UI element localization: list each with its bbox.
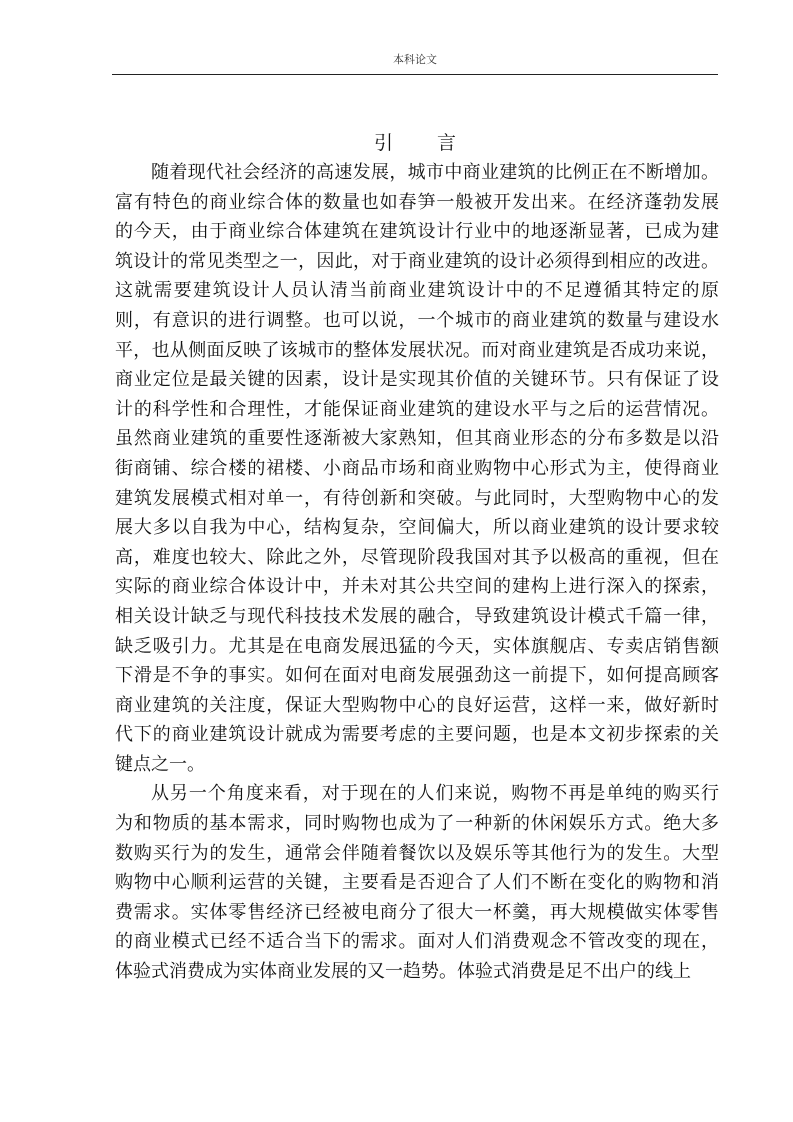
text-line: 街商铺、综合楼的裙楼、小商品市场和商业购物中心形式为主，使得商业 — [115, 457, 719, 479]
text-line: 代下的商业建筑设计就成为需要考虑的主要问题，也是本文初步探索的关 — [115, 724, 719, 746]
text-line: 计的科学性和合理性，才能保证商业建筑的建设水平与之后的运营情况。 — [115, 398, 719, 420]
running-title: 本科论文 — [393, 53, 437, 66]
body-text — [115, 158, 719, 987]
text-line: 数购买行为的发生，通常会伴随着餐饮以及娱乐等其他行为的发生。大型 — [115, 842, 719, 864]
text-line: 建筑发展模式相对单一，有待创新和突破。与此同时，大型购物中心的发 — [115, 487, 719, 509]
section-title: 引言 — [373, 132, 500, 154]
text-line: 高，难度也较大、除此之外，尽管现阶段我国对其予以极高的重视，但在 — [115, 546, 719, 568]
text-line: 下滑是不争的事实。如何在面对电商发展强劲这一前提下，如何提高顾客 — [115, 665, 719, 687]
text-line: 的商业模式已经不适合当下的需求。面对人们消费观念不管改变的现在， — [115, 931, 719, 953]
text-line: 从另一个角度来看，对于现在的人们来说，购物不再是单纯的购买行 — [151, 783, 719, 805]
text-line: 缺乏吸引力。尤其是在电商发展迅猛的今天，实体旗舰店、专卖店销售额 — [115, 635, 719, 657]
text-line: 相关设计缺乏与现代科技技术发展的融合，导致建筑设计模式千篇一律， — [115, 605, 719, 627]
text-line: 体验式消费成为实体商业发展的又一趋势。体验式消费是足不出户的线上 — [115, 961, 691, 983]
text-line: 筑设计的常见类型之一，因此，对于商业建筑的设计必须得到相应的改进。 — [115, 250, 719, 272]
page-header — [112, 52, 718, 75]
text-line: 键点之一。 — [115, 753, 205, 775]
text-line: 实际的商业综合体设计中，并未对其公共空间的建构上进行深入的探索， — [115, 576, 719, 598]
text-line: 为和物质的基本需求，同时购物也成为了一种新的休闲娱乐方式。绝大多 — [115, 813, 719, 835]
text-line: 富有特色的商业综合体的数量也如春笋一般被开发出来。在经济蓬勃发展 — [115, 191, 719, 213]
text-line: 商业定位是最关键的因素，设计是实现其价值的关键环节。只有保证了设 — [115, 369, 719, 391]
text-line: 平，也从侧面反映了该城市的整体发展状况。而对商业建筑是否成功来说， — [115, 339, 719, 361]
paragraph — [115, 158, 719, 779]
text-line: 虽然商业建筑的重要性逐渐被大家熟知，但其商业形态的分布多数是以沿 — [115, 428, 719, 450]
text-line: 商业建筑的关注度，保证大型购物中心的良好运营，这样一来，做好新时 — [115, 694, 719, 716]
text-line: 的今天，由于商业综合体建筑在建筑设计行业中的地逐渐显著，已成为建 — [115, 221, 719, 243]
text-line: 随着现代社会经济的高速发展，城市中商业建筑的比例正在不断增加。 — [151, 162, 719, 183]
text-line: 则，有意识的进行调整。也可以说，一个城市的商业建筑的数量与建设水 — [115, 309, 719, 331]
text-line: 展大多以自我为中心，结构复杂，空间偏大，所以商业建筑的设计要求较 — [115, 517, 719, 539]
text-line: 费需求。实体零售经济已经被电商分了很大一杯羹，再大规模做实体零售 — [115, 901, 719, 923]
text-line: 购物中心顺利运营的关键，主要看是否迎合了人们不断在变化的购物和消 — [115, 872, 719, 894]
paragraph — [115, 779, 719, 986]
text-line: 这就需要建筑设计人员认清当前商业建筑设计中的不足遵循其特定的原 — [115, 280, 719, 302]
